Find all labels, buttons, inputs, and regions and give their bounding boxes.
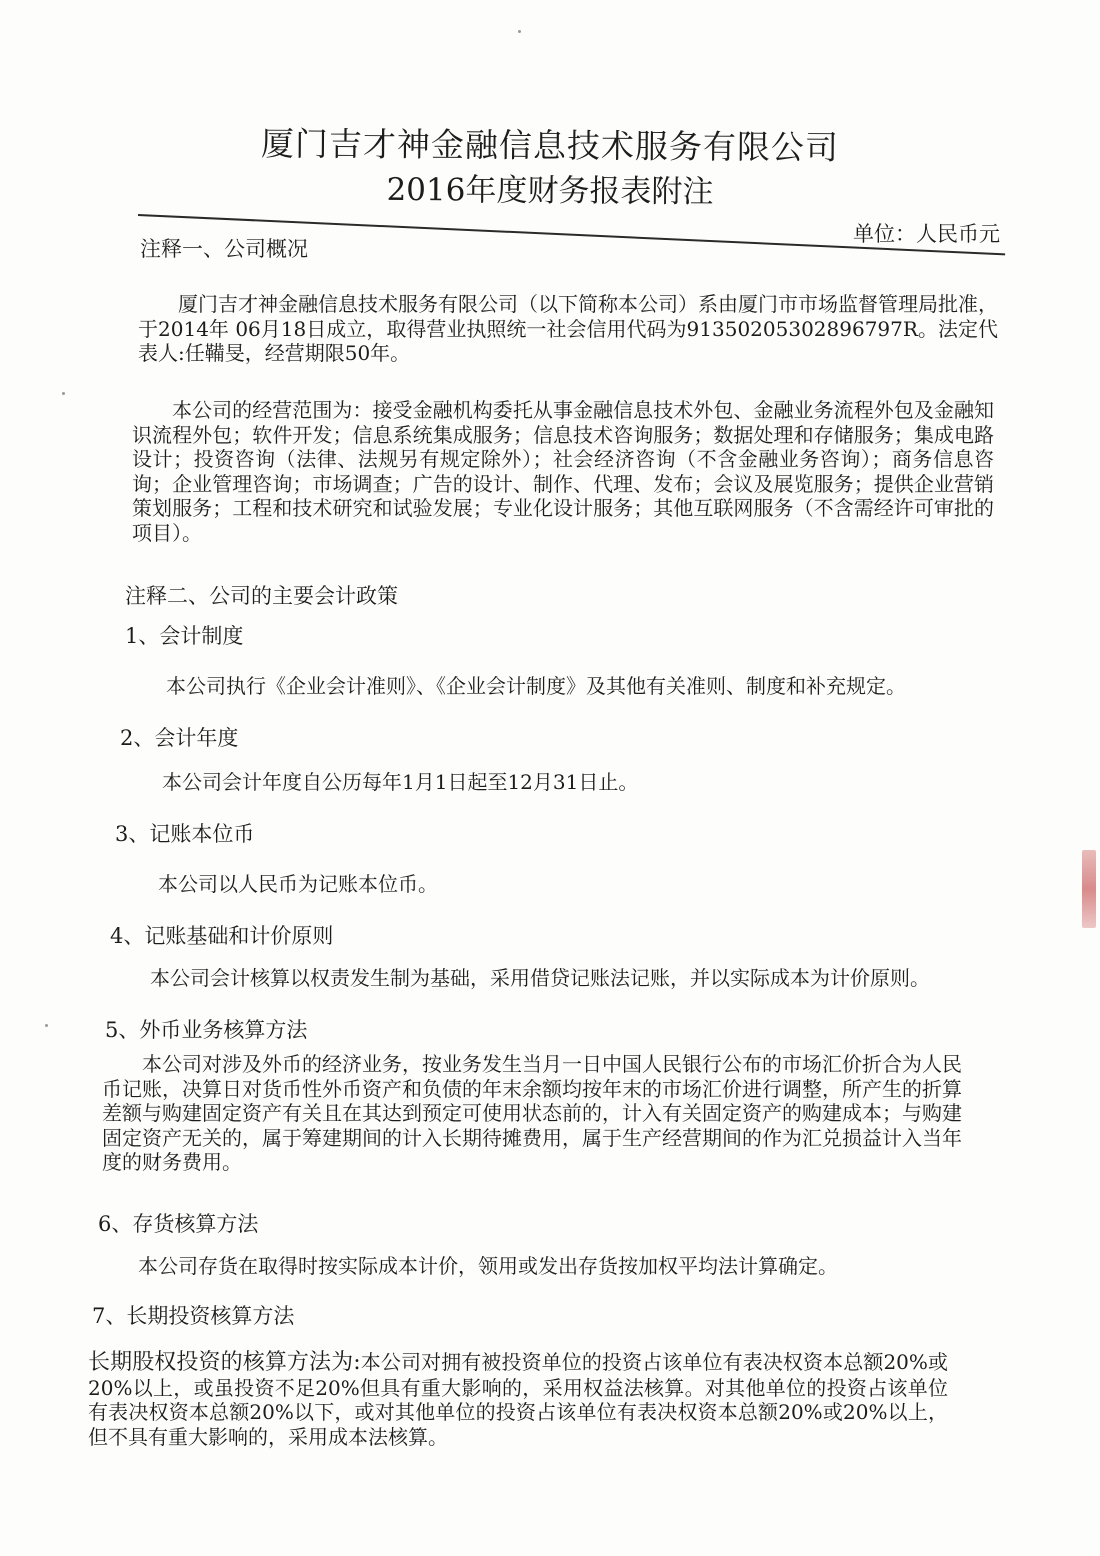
business-scope-paragraph: 本公司的经营范围为：接受金融机构委托从事金融信息技术外包、金融业务流程外包及金融知识流程外包；软件开发；信息系统集成服务；信息技术咨询服务；数据处理和存储服务；集成电路设计；投资咨询（法律、法规另有规定除外）；社会经济咨询（不含金融业务咨询）；商务信息咨询；企业管理咨询；市场调查；广告的设计、制作、代理、发布；会议及展览服务；提供企业营销策划服务；工程和技术研究和试验发展；专业化设计服务；其他互联网服务（不含需经许可审批的项目）。 — [132, 398, 994, 545]
document-title: 厦门吉才神金融信息技术服务有限公司 — [260, 123, 840, 168]
long-term-body: 本公司对拥有被投资单位的投资占该单位有表决权资本总额20%或20%以上，或虽投资不足20%但具有重大影响的，采用权益法核算。对其他单位的投资占该单位有表决权资本总额20%以下，或对其他单位的投资占该单位有表决权资本总额20%或20%以上，但不具有重大影响的，采用成本法核算。 — [88, 1350, 948, 1449]
section-7-title: 7、长期投资核算方法 — [92, 1304, 295, 1328]
scan-speck — [62, 392, 65, 395]
section-6-text: 本公司存货在取得时按实际成本计价，领用或发出存货按加权平均法计算确定。 — [138, 1254, 838, 1278]
section-4-title: 4、记账基础和计价原则 — [110, 924, 334, 948]
section-7-text — [88, 1350, 948, 1449]
note1-heading: 注释一、公司概况 — [140, 237, 308, 261]
section-3-title: 3、记账本位币 — [115, 822, 255, 846]
section-1-text: 本公司执行《企业会计准则》、《企业会计制度》及其他有关准则、制度和补充规定。 — [166, 674, 906, 698]
section-2-text: 本公司会计年度自公历每年1月1日起至12月31日止。 — [162, 770, 639, 794]
long-term-lead: 长期股权投资的核算方法为: — [88, 1350, 361, 1375]
scan-speck — [518, 30, 521, 33]
section-2-title: 2、会计年度 — [120, 726, 239, 750]
note2-heading: 注释二、公司的主要会计政策 — [125, 584, 398, 608]
section-5-text: 本公司对涉及外币的经济业务，按业务发生当月一日中国人民银行公布的市场汇价折合为人民币记账，决算日对货币性外币资产和负债的年末余额均按年末的市场汇价进行调整，所产生的折算差额与购建固定资产有关且在其达到预定可使用状态前的，计入有关固定资产的购建成本；与购建固定资产无关的，属于筹建期间的计入长期待摊费用，属于生产经营期间的作为汇兑损益计入当年度的财务费用。 — [102, 1052, 962, 1174]
section-5-title: 5、外币业务核算方法 — [105, 1018, 308, 1042]
seal-stamp-edge — [1082, 850, 1096, 928]
currency-unit: 单位：人民币元 — [853, 222, 1000, 246]
section-4-text: 本公司会计核算以权责发生制为基础，采用借贷记账法记账，并以实际成本为计价原则。 — [150, 966, 930, 990]
document-subtitle: 2016年度财务报表附注 — [386, 171, 714, 211]
section-3-text: 本公司以人民币为记账本位币。 — [158, 872, 438, 896]
scan-speck — [45, 1024, 48, 1027]
section-6-title: 6、存货核算方法 — [98, 1212, 259, 1236]
section-1-title: 1、会计制度 — [125, 624, 244, 648]
company-overview-paragraph: 厦门吉才神金融信息技术服务有限公司（以下简称本公司）系由厦门市市场监督管理局批准，于2014年 06月18日成立，取得营业执照统一社会信用代码为91350205302896797R。法定代表人:任鞴旻，经营期限50年。 — [138, 292, 998, 365]
